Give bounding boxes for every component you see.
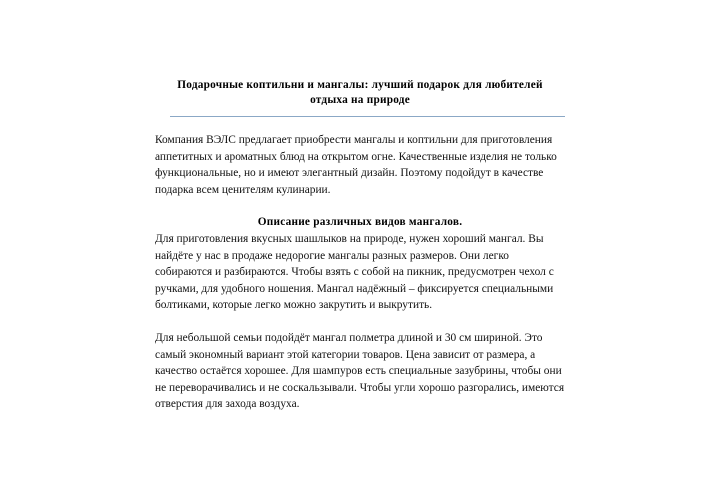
title-divider [170,116,565,117]
document-title: Подарочные коптильни и мангалы: лучший подарок для любителей отдыха на природе [177,79,543,106]
paragraph-small-family: Для небольшой семьи подойдёт мангал полметра длиной и 30 см шириной. Это самый экономный вариант этой категории товаров. Цена зависит от размера, а качество остаётся хорошее. Для шампуров есть специальные зазубрины, чтобы они не переворачивались и не соскальзывали. Чтобы угли хорошо разгорались, имеются отверстия для захода воздуха. [155,331,565,411]
paragraph-types: Для приготовления вкусных шашлыков на природе, нужен хороший мангал. Вы найдёте у нас в продаже недорогие мангалы разных размеров. Они легко собираются и разбираются. Чтобы взять с собой на пикник, предусмотрен чехол с ручками, для удобного ношения. Мангал надёжный – фиксируется специальными болтиками, которые легко можно закрутить и выкрутить. [155,232,554,312]
section-heading-types: Описание различных видов мангалов. [257,216,463,229]
paragraph-intro: Компания ВЭЛС предлагает приобрести мангалы и коптильни для приготовления аппетитных и ароматных блюд на открытом огне. Качественные изделия не только функциональные, но и имеют элегантный дизайн. Поэтому подойдут в качестве подарка всем ценителям кулинарии. [155,134,557,196]
document-content [155,78,565,413]
